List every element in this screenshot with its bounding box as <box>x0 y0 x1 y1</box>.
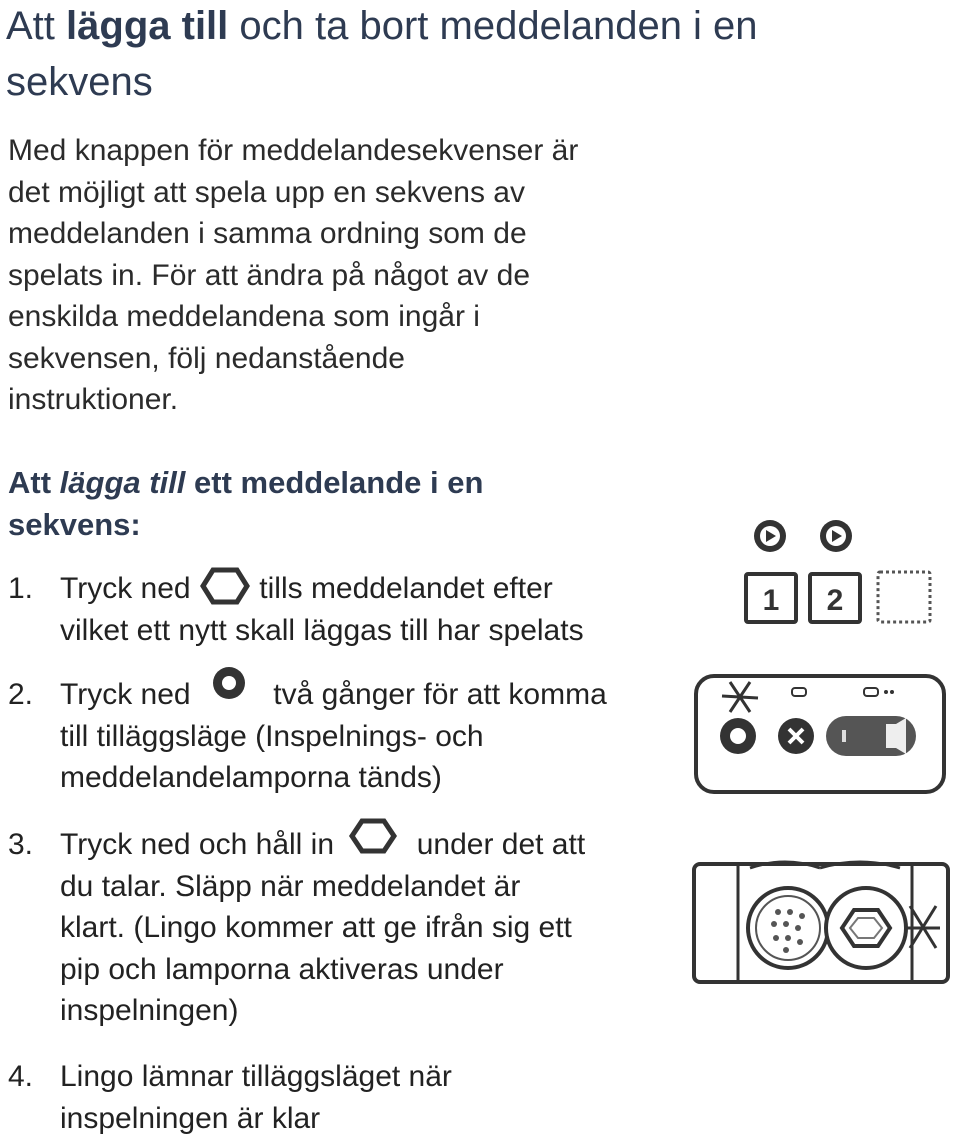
intro-line: instruktioner. <box>8 383 179 416</box>
hexagon-outline-icon <box>342 818 408 858</box>
intro-line: det möjligt att spela upp en sekvens av <box>8 175 525 209</box>
empty-sequence-slot <box>878 572 930 622</box>
intro-paragraph <box>8 130 698 421</box>
intro-line: enskilda meddelandena som ingår i <box>8 300 480 333</box>
page-title: Att lägga till och ta bort meddelanden i en sekvens <box>6 4 758 104</box>
stop-button-icon <box>778 718 814 754</box>
step-number: 4. <box>8 1060 34 1093</box>
sequence-illustration <box>738 512 938 632</box>
intro-line: spelats in. För att ändra på något av de <box>8 258 530 292</box>
intro-line: meddelanden i samma ordning som de <box>8 217 527 250</box>
record-button-icon <box>720 718 756 754</box>
play-icon <box>754 520 786 552</box>
step-number: 2. <box>8 678 34 711</box>
volume-slider-icon <box>826 716 916 756</box>
control-panel-illustration <box>692 668 950 800</box>
speaker-grille-icon <box>748 888 828 968</box>
intro-line: sekvensen, följ nedanstående <box>8 341 405 375</box>
play-icon <box>820 520 852 552</box>
sequence-box-label: 2 <box>826 584 844 617</box>
round-button-icon <box>199 665 265 709</box>
step-number: 1. <box>8 572 34 605</box>
sequence-box-2 <box>810 574 860 622</box>
sequence-box-1 <box>746 574 796 622</box>
hex-button-icon <box>826 888 906 968</box>
hexagon-outline-icon <box>199 566 251 606</box>
speaker-illustration <box>690 858 954 990</box>
intro-line: Med knappen för meddelandesekvenser är <box>8 134 579 167</box>
step-number: 3. <box>8 828 34 861</box>
section-heading: Att lägga till ett meddelande i en sekvens: <box>8 465 484 542</box>
sequence-box-label: 1 <box>762 584 780 617</box>
